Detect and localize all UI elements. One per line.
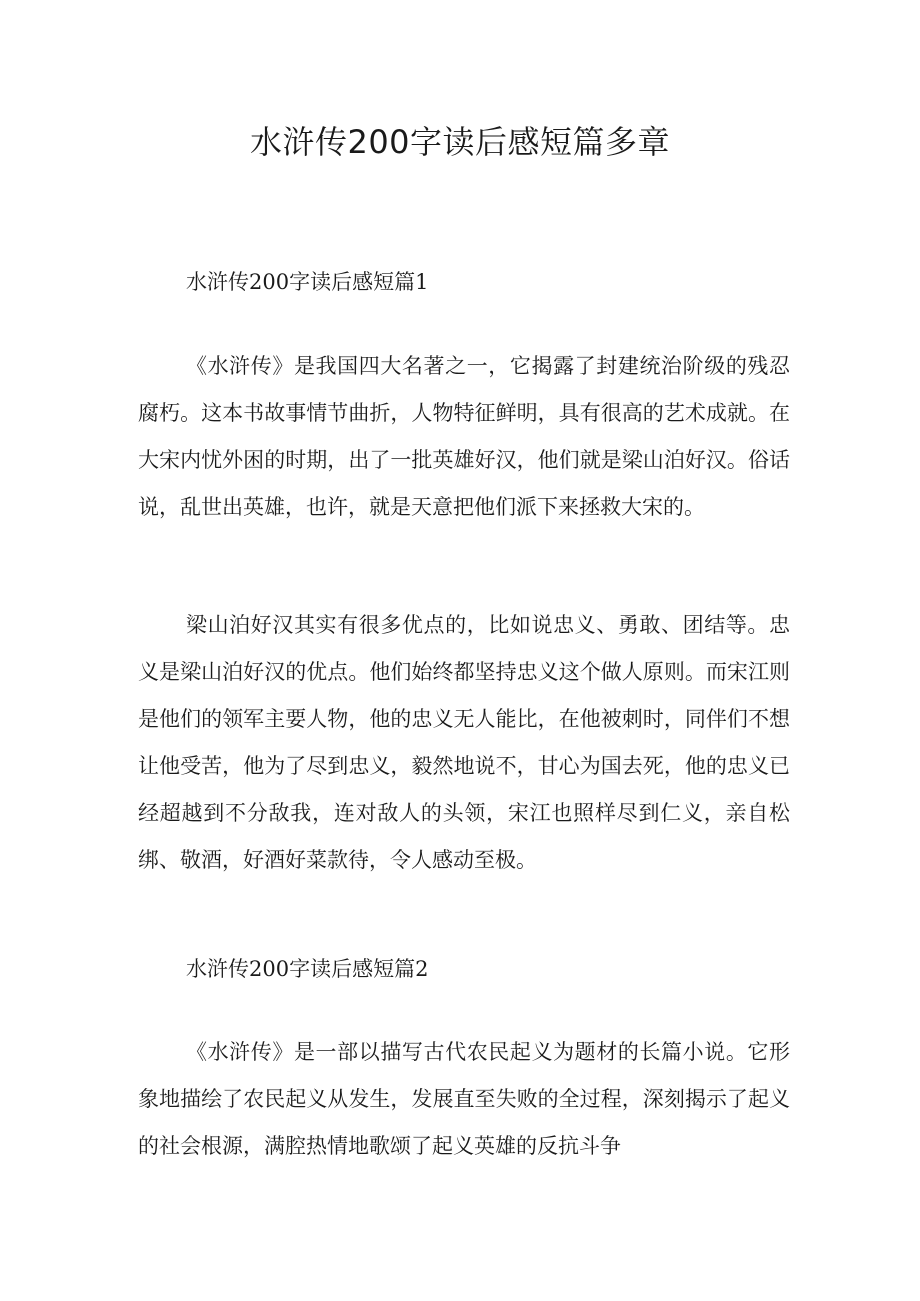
section-1-paragraph-2: 梁山泊好汉其实有很多优点的，比如说忠义、勇敢、团结等。忠义是梁山泊好汉的优点。他们始终都坚持忠义这个做人原则。而宋江则是他们的领军主要人物，他的忠义无人能比，在他被刺时，同伴们不想让他受苦，他为了尽到忠义，毅然地说不，甘心为国去死，他的忠义已经超越到不分敌我，连对敌人的头领，宋江也照样尽到仁义，亲自松绑、敬酒，好酒好菜款待，令人感动至极。 xyxy=(138,613,790,872)
section-2-paragraph-1: 《水浒传》是一部以描写古代农民起义为题材的长篇小说。它形象地描绘了农民起义从发生，发展直至失败的全过程，深刻揭示了起义的社会根源，满腔热情地歌颂了起义英雄的反抗斗争 xyxy=(138,1040,790,1158)
document-title: 水浒传200字读后感短篇多章 xyxy=(249,123,671,161)
section-1-paragraph-1: 《水浒传》是我国四大名著之一，它揭露了封建统治阶级的残忍腐朽。这本书故事情节曲折，人物特征鲜明，具有很高的艺术成就。在大宋内忧外困的时期，出了一批英雄好汉，他们就是梁山泊好汉。俗话说，乱世出英雄，也许，就是天意把他们派下来拯救大宋的。 xyxy=(138,354,790,519)
section-heading-1: 水浒传200字读后感短篇1 xyxy=(186,270,429,294)
section-heading-2: 水浒传200字读后感短篇2 xyxy=(186,957,429,981)
